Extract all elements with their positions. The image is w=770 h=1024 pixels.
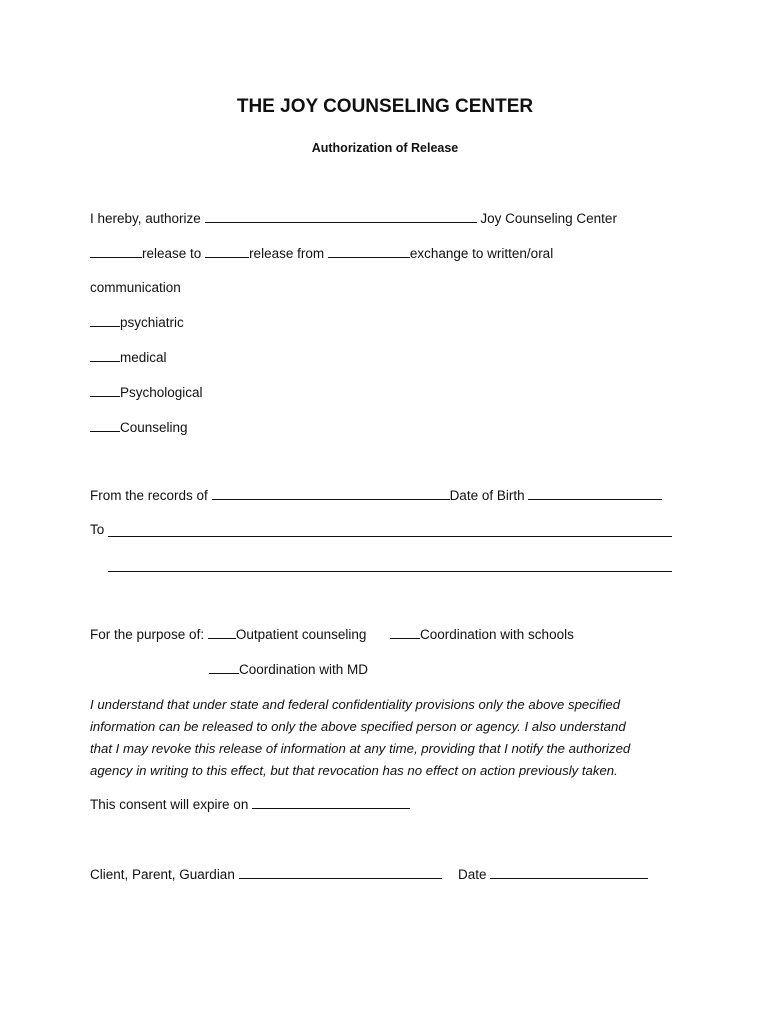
release-from-blank[interactable] [205,244,249,258]
dob-blank[interactable] [528,486,662,500]
statement-line: information can be released to only the above specified person or agency. I also understand [90,719,626,734]
exchange-blank[interactable] [328,244,410,258]
signature-date-blank[interactable] [490,865,648,879]
client-signature-label: Client, Parent, Guardian [90,867,235,882]
recipient-blank[interactable] [108,536,672,537]
record-type-label: medical [120,350,167,365]
purpose-md [209,660,368,679]
signature-date-label: Date [458,867,487,882]
record-type-item [90,383,203,402]
purpose-line [90,625,366,644]
record-type-item [90,418,188,437]
record-type-checkbox[interactable] [90,313,120,327]
dob-label: Date of Birth [449,488,525,503]
release-line [90,244,553,263]
record-type-label: Counseling [120,420,188,435]
exchange-label: exchange to written/oral [409,246,554,261]
confidentiality-statement [90,694,680,782]
record-type-item [90,348,167,367]
schools-checkbox[interactable] [390,625,420,639]
release-from-label: release from [249,246,325,261]
expiry-line [90,795,410,814]
authorize-line [90,209,617,228]
statement-line: that I may revoke this release of information at any time, providing that I notify the authorized [90,741,631,756]
authorize-label: I hereby, authorize [90,211,201,226]
release-to-blank[interactable] [90,244,142,258]
communication-label: communication [90,280,181,295]
expiry-label: This consent will expire on [90,797,249,812]
statement-line: I understand that under state and federal confidentiality provisions only the above specified [90,697,621,712]
record-type-item [90,313,184,332]
recipient-blank-2[interactable] [108,571,672,572]
schools-label: Coordination with schools [420,627,574,642]
authorize-name-blank[interactable] [205,209,477,223]
md-checkbox[interactable] [209,660,239,674]
record-type-label: Psychological [120,385,203,400]
record-type-checkbox[interactable] [90,383,120,397]
records-line [90,486,662,505]
form-subtitle: Authorization of Release [311,141,459,155]
release-to-label: release to [142,246,202,261]
signature-date [458,865,648,884]
purpose-label: For the purpose of: [90,627,205,642]
client-signature-blank[interactable] [239,865,442,879]
signature-line [90,865,442,884]
purpose-schools [390,625,574,644]
statement-line: agency in writing to this effect, but that revocation has no effect on action previously taken. [90,763,618,778]
authorize-center-label: Joy Counseling Center [480,211,617,226]
page-title: THE JOY COUNSELING CENTER [236,96,534,117]
md-label: Coordination with MD [239,662,369,677]
expiry-date-blank[interactable] [252,795,410,809]
client-name-blank[interactable] [212,486,450,500]
record-type-checkbox[interactable] [90,418,120,432]
record-type-label: psychiatric [120,315,184,330]
outpatient-checkbox[interactable] [208,625,236,639]
from-records-label: From the records of [90,488,208,503]
outpatient-label: Outpatient counseling [235,627,367,642]
to-label: To [90,522,105,537]
record-type-checkbox[interactable] [90,348,120,362]
